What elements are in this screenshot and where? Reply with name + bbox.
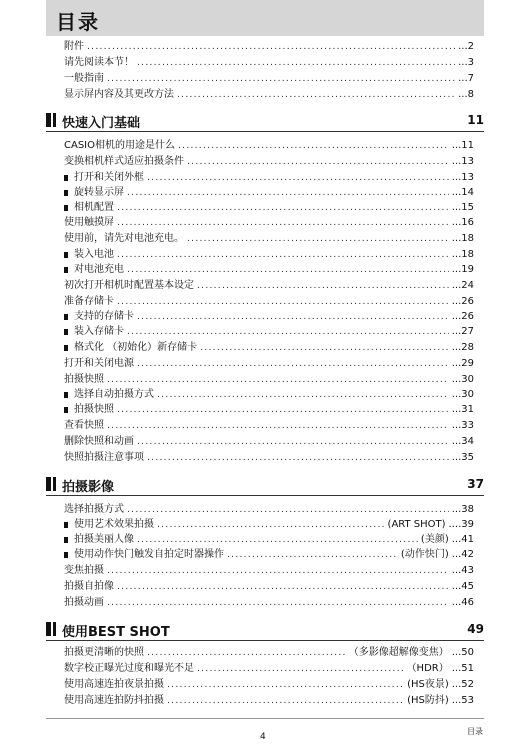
toc-entry[interactable]: 拍摄快照 ..... ...30 <box>64 372 474 388</box>
toc-sub-entry[interactable]: 拍摄快照 ..... ...31 <box>64 402 474 418</box>
bullet-icon <box>64 329 68 335</box>
page-title: 目录 <box>56 10 100 34</box>
toc-entry[interactable]: 使用触摸屏 ..... ...16 <box>64 215 474 231</box>
toc-sub-entry[interactable]: 打开和关闭外框 ..... ...13 <box>64 170 474 186</box>
section-header-quick-start[interactable]: 快速入门基础 11 <box>46 110 484 132</box>
bullet-icon <box>64 205 68 211</box>
toc-sub-entry[interactable]: 装入存储卡 ..... ...27 <box>64 324 474 340</box>
bullet-icon <box>64 345 68 351</box>
toc-sub-entry[interactable]: 选择自动拍摄方式 ..... ...30 <box>64 387 474 403</box>
toc-sub-entry[interactable]: 使用动作快门触发自拍定时器操作 ..... (动作快门) ...42 <box>64 547 474 563</box>
toc-sub-entry[interactable]: 拍摄美丽人像 ..... (美颜) ...41 <box>64 532 474 548</box>
toc-entry-accessories[interactable]: 附件 ..... ...2 <box>64 39 474 55</box>
bullet-icon <box>64 392 68 398</box>
toc-sub-entry[interactable]: 旋转显示屏 ..... ...14 <box>64 185 474 201</box>
toc-sub-entry[interactable]: 格式化 （初始化）新存储卡 ..... ...28 <box>64 340 474 356</box>
toc-sub-entry[interactable]: 对电池充电 ..... ...19 <box>64 262 474 278</box>
section-marker-icon <box>46 622 58 636</box>
section-marker-icon <box>46 477 58 491</box>
page-number: 4 <box>260 732 266 742</box>
footer-divider <box>46 718 484 719</box>
toc-entry[interactable]: 拍摄自拍像 ..... ...45 <box>64 579 474 595</box>
section-header-best-shot[interactable]: 使用BEST SHOT 49 <box>46 619 484 641</box>
toc-entry[interactable]: 快照拍摄注意事项 ..... ...35 <box>64 450 474 466</box>
toc-entry[interactable]: 拍摄动画 ..... ...46 <box>64 595 474 611</box>
toc-entry[interactable]: 变焦拍摄 ..... ...43 <box>64 563 474 579</box>
toc-entry[interactable]: 变换相机样式适应拍摄条件 ..... ...13 <box>64 154 474 170</box>
toc-entry[interactable]: CASIO相机的用途是什么 ..... ...11 <box>64 138 474 154</box>
bullet-icon <box>64 314 68 320</box>
section-header-shooting[interactable]: 拍摄影像 37 <box>46 474 484 496</box>
toc-entry-general-guide[interactable]: 一般指南 ..... ...7 <box>64 71 474 87</box>
toc-entry[interactable]: 使用高速连拍防抖拍摄 ..... (HS防抖) ...53 <box>64 693 474 709</box>
toc-entry[interactable]: 选择拍摄方式 ..... ...38 <box>64 502 474 518</box>
toc-entry[interactable]: 初次打开相机时配置基本设定 ..... ...24 <box>64 278 474 294</box>
bullet-icon <box>64 252 68 258</box>
bullet-icon <box>64 267 68 273</box>
toc-entry[interactable]: 使用高速连拍夜景拍摄 ..... (HS夜景) ...52 <box>64 677 474 693</box>
toc-entry[interactable]: 查看快照 ..... ...33 <box>64 418 474 434</box>
footer-toc-link[interactable]: 目录 <box>467 727 483 736</box>
section-marker-icon <box>46 113 58 127</box>
toc-entry[interactable]: 数字校正曝光过度和曝光不足 ..... （HDR） ...51 <box>64 661 474 677</box>
toc-entry[interactable]: 删除快照和动画 ..... ...34 <box>64 434 474 450</box>
bullet-icon <box>64 537 68 543</box>
toc-entry[interactable]: 准备存储卡 ..... ...26 <box>64 294 474 310</box>
bullet-icon <box>64 190 68 196</box>
bullet-icon <box>64 552 68 558</box>
toc-entry[interactable]: 拍摄更清晰的快照 ..... （多影像超解像变焦） ...50 <box>64 645 474 661</box>
title-bar <box>46 0 484 36</box>
toc-sub-entry[interactable]: 相机配置 ..... ...15 <box>64 200 474 216</box>
toc-sub-entry[interactable]: 使用艺术效果拍摄 ..... (ART SHOT) ....39 <box>64 517 474 533</box>
toc-sub-entry[interactable]: 支持的存储卡 ..... ...26 <box>64 309 474 325</box>
bullet-icon <box>64 522 68 528</box>
bullet-icon <box>64 407 68 413</box>
toc-entry-read-first[interactable]: 请先阅读本节！ ..... ...3 <box>64 55 474 71</box>
toc-entry[interactable]: 打开和关闭电源 ..... ...29 <box>64 356 474 372</box>
toc-entry-display-contents[interactable]: 显示屏内容及其更改方法 ..... ...8 <box>64 87 474 103</box>
toc-entry[interactable]: 使用前，请先对电池充电。 ..... ...18 <box>64 231 474 247</box>
bullet-icon <box>64 175 68 181</box>
toc-sub-entry[interactable]: 装入电池 ..... ...18 <box>64 247 474 263</box>
